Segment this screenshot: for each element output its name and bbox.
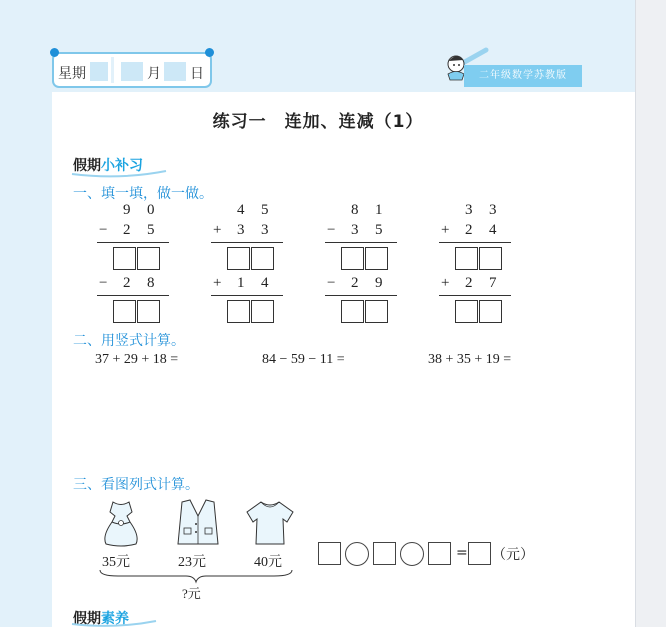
answer-box[interactable]	[113, 300, 136, 323]
day-field[interactable]	[164, 62, 186, 81]
week-field[interactable]	[90, 62, 108, 81]
answer-box[interactable]	[455, 247, 478, 270]
unit-label: （元）	[492, 547, 534, 563]
swoosh-decoration	[70, 168, 170, 178]
calc-problem-2: 4 5 + 3 3 + 1 4	[211, 202, 289, 332]
calc-problem-4: 3 3 + 2 4 + 2 7	[439, 202, 517, 332]
calc-problem-1: 9 0 − 2 5 − 2 8	[97, 202, 175, 332]
answer-box[interactable]	[365, 300, 388, 323]
q3-heading: 三、看图列式计算。	[73, 477, 199, 493]
answer-box[interactable]	[251, 247, 274, 270]
answer-box[interactable]	[365, 247, 388, 270]
total-label: ?元	[182, 586, 201, 601]
q1-heading: 一、填一填，做一做。	[73, 186, 213, 202]
section-head-literacy: 假期素养	[73, 611, 129, 627]
answer-box[interactable]	[341, 247, 364, 270]
price-vest: 23元	[178, 555, 206, 570]
answer-box[interactable]	[341, 300, 364, 323]
left-margin	[0, 92, 52, 627]
equals-sign: =	[456, 545, 468, 561]
answer-box[interactable]	[137, 300, 160, 323]
date-divider	[111, 57, 114, 83]
month-label: 月	[147, 66, 161, 82]
calc-problem-3: 8 1 − 3 5 − 2 9	[325, 202, 403, 332]
pin-icon	[50, 48, 59, 57]
vest-icon	[174, 498, 222, 548]
grade-banner: 二年级数学苏教版	[464, 65, 582, 87]
pin-icon	[205, 48, 214, 57]
answer-box[interactable]	[137, 247, 160, 270]
operator-circle[interactable]	[400, 542, 424, 566]
answer-box[interactable]	[468, 542, 491, 565]
number-box[interactable]	[318, 542, 341, 565]
date-box	[52, 52, 212, 88]
answer-box[interactable]	[113, 247, 136, 270]
expression-1: 37 + 29 + 18 =	[95, 352, 179, 367]
expression-2: 84 − 59 − 11 =	[262, 352, 345, 367]
answer-box[interactable]	[227, 300, 250, 323]
number-box[interactable]	[428, 542, 451, 565]
expression-3: 38 + 35 + 19 =	[428, 352, 512, 367]
price-shirt: 40元	[254, 555, 282, 570]
shirt-icon	[243, 498, 297, 548]
q2-heading: 二、用竖式计算。	[73, 333, 185, 349]
week-label: 星期	[58, 66, 86, 82]
section-head-review: 假期小补习	[73, 158, 143, 174]
answer-box[interactable]	[479, 300, 502, 323]
total-brace	[98, 568, 294, 584]
page-title: 练习一 连加、连减（1）	[212, 112, 424, 132]
answer-box[interactable]	[227, 247, 250, 270]
price-dress: 35元	[102, 555, 130, 570]
answer-box[interactable]	[455, 300, 478, 323]
operator-circle[interactable]	[345, 542, 369, 566]
day-label: 日	[190, 66, 204, 82]
swoosh-decoration	[70, 619, 160, 627]
month-field[interactable]	[121, 62, 143, 81]
number-box[interactable]	[373, 542, 396, 565]
right-edge	[635, 0, 666, 627]
answer-box[interactable]	[251, 300, 274, 323]
dress-icon	[96, 498, 146, 548]
answer-box[interactable]	[479, 247, 502, 270]
